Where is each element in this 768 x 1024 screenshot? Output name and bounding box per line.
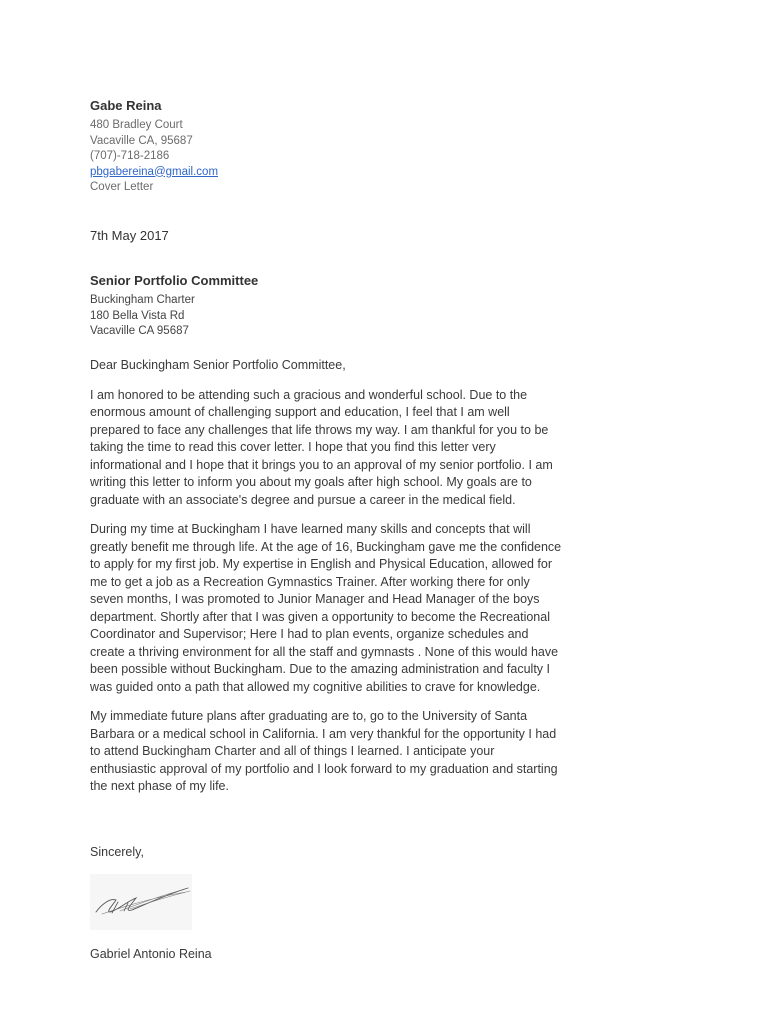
paragraph-future-plans: My immediate future plans after graduating are to, go to the University of Santa Barbara or a medical school in California. I am very thankful for the opportunity I had to attend Buckingham Charter and all of things I learned. I anticipate your enthusiastic approval of my portfolio and I look forward to my graduation and starting the next phase of my life. (90, 709, 558, 793)
sender-email-link[interactable]: pbgabereina@gmail.com (90, 165, 219, 178)
document-label: Cover Letter (90, 181, 154, 193)
recipient-name: Senior Portfolio Committee (90, 273, 259, 288)
paragraph-experience: During my time at Buckingham I have learned many skills and concepts that will greatly benefit me through life. At the age of 16, Buckingham gave me the confidence to apply for my first job. My expertise in English and Physical Education, allowed for me to get a job as a Recreation Gymnastics Trainer. After working there for only seven months, I was promoted to Junior Manager and Head Manager of the boys department. Shortly after that I was given a opportunity to become the Recreational Coordinator and Supervisor; Here I had to plan events, organize schedules and create a thriving environment for all the staff and gymnasts . None of this would have been possible without Buckingham. Due to the amazing administration and faculty I was guided onto a path that allowed my cognitive abilities to crave for knowledge. (90, 522, 562, 694)
closing: Sincerely, (90, 845, 144, 859)
sender-name: Gabe Reina (90, 98, 162, 113)
sender-address-line2: Vacaville CA, 95687 (90, 134, 193, 147)
recipient-block (90, 273, 510, 340)
letter-body (90, 357, 562, 808)
recipient-street: 180 Bella Vista Rd (90, 309, 185, 322)
sender-phone: (707)-718-2186 (90, 150, 170, 162)
signer-name: Gabriel Antonio Reina (90, 947, 212, 961)
sender-block (90, 98, 510, 196)
salutation: Dear Buckingham Senior Portfolio Committee, (90, 358, 346, 372)
recipient-org: Buckingham Charter (90, 294, 195, 306)
sender-address-line1: 480 Bradley Court (90, 119, 183, 131)
letter-date: 7th May 2017 (90, 228, 169, 243)
recipient-city: Vacaville CA 95687 (90, 325, 189, 337)
signature-image (90, 874, 192, 930)
paragraph-intro: I am honored to be attending such a gracious and wonderful school. Due to the enormous amount of challenging support and education, I feel that I am well prepared to face any challenges that life throws my way. I am thankful for you to be taking the time to read this cover letter. I hope that you find this letter very informational and I hope that it brings you to an approval of my senior portfolio. I am writing this letter to inform you about my goals after high school. My goals are to graduate with an associate's degree and pursue a career in the medical field. (90, 387, 553, 507)
